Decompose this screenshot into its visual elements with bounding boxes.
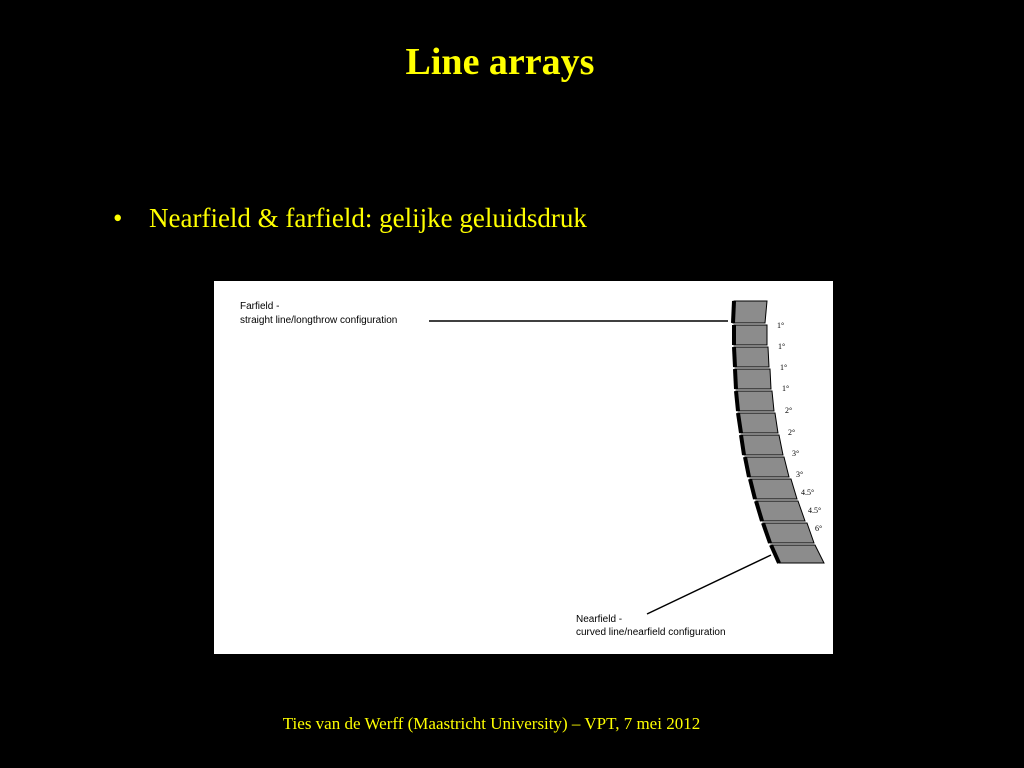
speaker-array [733, 301, 824, 563]
splay-angle-label: 1° [777, 321, 785, 330]
speaker-box [750, 479, 797, 499]
nearfield-pointer-line [647, 555, 771, 614]
splay-angle-label: 3° [796, 470, 804, 479]
splay-angle-label: 1° [782, 384, 790, 393]
bullet-text: Nearfield & farfield: gelijke geluidsdruk [149, 203, 587, 233]
speaker-box [735, 369, 771, 389]
speaker-front-edge [733, 301, 734, 323]
speaker-box [738, 413, 778, 433]
slide-footer: Ties van de Werff (Maastricht University) – VPT, 7 mei 2012 [282, 714, 701, 733]
nearfield-label-line2: curved line/nearfield configuration [576, 627, 726, 638]
splay-angle-label: 1° [778, 342, 786, 351]
speaker-box [756, 501, 805, 521]
speaker-box [736, 391, 774, 411]
line-array-diagram [214, 281, 833, 654]
speaker-box [734, 347, 769, 367]
bullet-marker: • [113, 203, 123, 233]
slide-title: Line arrays [405, 41, 595, 83]
farfield-label-line1: Farfield - [240, 301, 280, 312]
farfield-label-line2: straight line/longthrow configuration [240, 315, 398, 326]
bullet-list [113, 198, 587, 238]
speaker-box [733, 301, 767, 323]
splay-angle-label: 2° [788, 428, 796, 437]
speaker-box [734, 325, 767, 345]
speaker-front-edge [736, 391, 738, 411]
bullet-item [113, 198, 587, 238]
nearfield-label-line1: Nearfield - [576, 614, 623, 625]
splay-angle-label: 3° [792, 449, 800, 458]
splay-angle-label: 1° [780, 363, 788, 372]
speaker-box [741, 435, 783, 455]
speaker-box [745, 457, 789, 477]
splay-angle-label: 2° [785, 406, 793, 415]
speaker-front-edge [734, 347, 735, 367]
splay-angle-label: 4.5° [801, 488, 815, 497]
splay-angle-label: 6° [815, 524, 823, 533]
splay-angle-label: 4.5° [808, 506, 822, 515]
line-array-figure [214, 281, 833, 654]
speaker-front-edge [735, 369, 736, 389]
